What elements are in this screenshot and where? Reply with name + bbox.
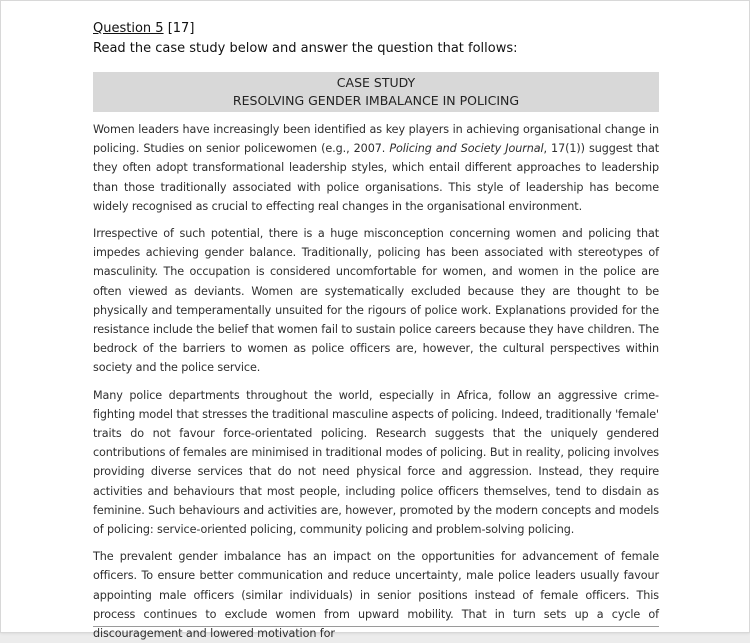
paragraph-4: The prevalent gender imbalance has an impact on the opportunities for advancement of female officers. To ensure better communication and reduce uncertainty, male police leaders usually favour appointing male officers (similar individuals) in senior positions instead of female officers. This process continues to exclude women from upward mobility. That in turn sets up a cycle of discouragement and lowered motivation for [93,550,659,641]
journal-title: Policing and Society Journal [389,142,544,156]
bottom-divider [93,626,659,627]
paragraph-1-part-a: Women leaders have increasingly been identified as key players in achieving organisational change in policing. Studies on senior policewomen (e.g., 2007. [93,123,659,156]
case-study-label: CASE STUDY [336,75,416,90]
question-marks: [17] [167,21,195,36]
document-content [93,19,659,643]
question-instruction: Read the case study below and answer the question that follows: [93,41,518,56]
question-number: Question 5 [93,21,164,36]
paragraph-3: Many police departments throughout the world, especially in Africa, follow an aggressive crime-fighting model that stresses the traditional masculine aspects of policing. Indeed, traditionally 'female' traits do not favour force-orientated policing. Research suggests that the uniquely gendered contributions of females are minimised in traditional modes of policing. But in reality, policing involves providing diverse services that do not need physical force and aggression. Instead, they require activities and behaviours that most people, including police officers themselves, tend to disdain as feminine. Such behaviours and activities are, however, promoted by the modern concepts and models of policing: service-oriented policing, community policing and problem-solving policing. [93,388,659,537]
case-study-title: RESOLVING GENDER IMBALANCE IN POLICING [232,93,520,108]
paragraph-1-part-b: , 17(1)) suggest that they often adopt transformational leadership styles, which entail different approaches to leadership than those traditionally associated with police organisations. This style of leadership has become widely recognised as crucial to effecting real changes in the organisational environment. [93,142,659,213]
paragraph-1 [93,120,659,216]
case-study-banner [93,72,659,112]
paragraph-2: Irrespective of such potential, there is a huge misconception concerning women and policing that impedes achieving gender balance. Traditionally, policing has been associated with stereotypes of masculinity. The occupation is considered uncomfortable for women, and women in the police are often viewed as deviants. Women are systematically excluded because they are thought to be physically and temperamentally unsuited for the rigours of police work. Explanations provided for the resistance include the belief that women fail to sustain police careers because they have children. The bedrock of the barriers to women as police officers are, however, the cultural perspectives within society and the police service. [93,227,659,375]
question-heading [93,19,659,38]
